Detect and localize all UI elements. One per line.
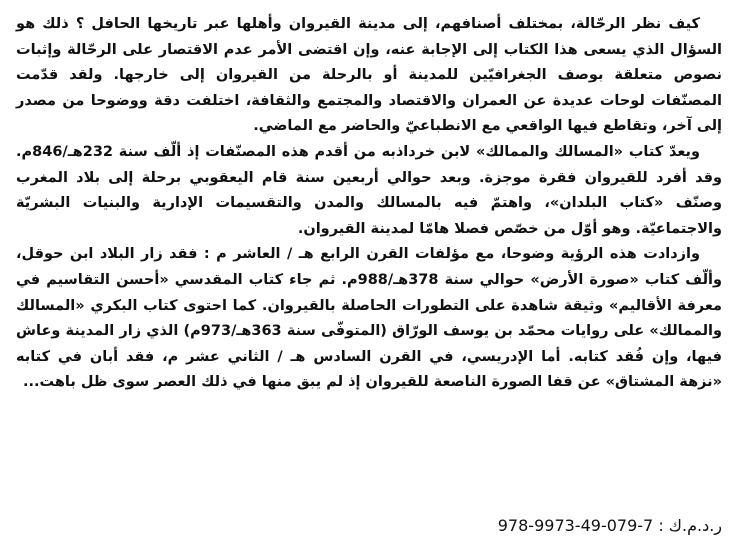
document-page — [16, 12, 722, 396]
paragraph-fourth-century: وازدادت هذه الرؤية وضوحا، مع مؤلفات القرن الرابع هـ / العاشر م : فقد زار البلاد ابن حوقل، وألّف كتاب «صورة الأرض» حوالي سنة 378هـ/988م. ثم جاء كتاب المقدسي «أحسن التقاسيم في معرفة الأقاليم» وثيقة شاهدة على التطورات الحاصلة بالقيروان. كما احتوى كتاب البكري «المسالك والممالك» على روايات محمّد بن يوسف الورّاق (المتوفّى سنة 363هـ/973م) الذي زار المدينة وعاش فيها، وإن فُقد كتابه. أما الإدريسي، في القرن السادس هـ / الثاني عشر م، فقد أبان في كتابه «نزهة المشتاق» عن قفا الصورة الناصعة للقيروان إذ لم يبق منها في ذلك العصر سوى ظل باهت... — [16, 246, 723, 391]
isbn-line: ر.د.م.ك : 7-079-49-9973-978 — [497, 516, 722, 535]
paragraph-intro: كيف نظر الرحّالة، بمختلف أصنافهم، إلى مدينة القيروان وأهلها عبر تاريخها الحافل ؟ ذلك هو السؤال الذي يسعى هذا الكتاب إلى الإجابة عنه، وإن اقتضى الأمر عدم الاقتصار على الرحّالة وإثبات نصوص متعلقة بوصف الجغرافيّين للمدينة أو بالرحلة من القيروان إلى خارجها. ولقد قدّمت المصنّفات لوحات عديدة عن العمران والاقتصاد والمجتمع والثقافة، اختلفت دقة ووضوحا من مصدر إلى آخر، وتقاطع فيها الواقعي مع الانطباعيّ والحاضر مع الماضي. — [16, 16, 722, 135]
paragraph-ibn-khurradadhbih: ويعدّ كتاب «المسالك والممالك» لابن خرداذبه من أقدم هذه المصنّفات إذ ألّف سنة 232هـ/846م. وقد أفرد للقيروان فقرة موجزة. وبعد حوالي أربعين سنة قام اليعقوبي برحلة إلى بلاد المغرب وصنّف «كتاب البلدان»، واهتمّ فيه بالمسالك والمدن والتقسيمات الإدارية والبنيات البشريّة والاجتماعيّة. وهو أوّل من خصّص فصلا هامّا لمدينة القيروان. — [16, 143, 722, 237]
